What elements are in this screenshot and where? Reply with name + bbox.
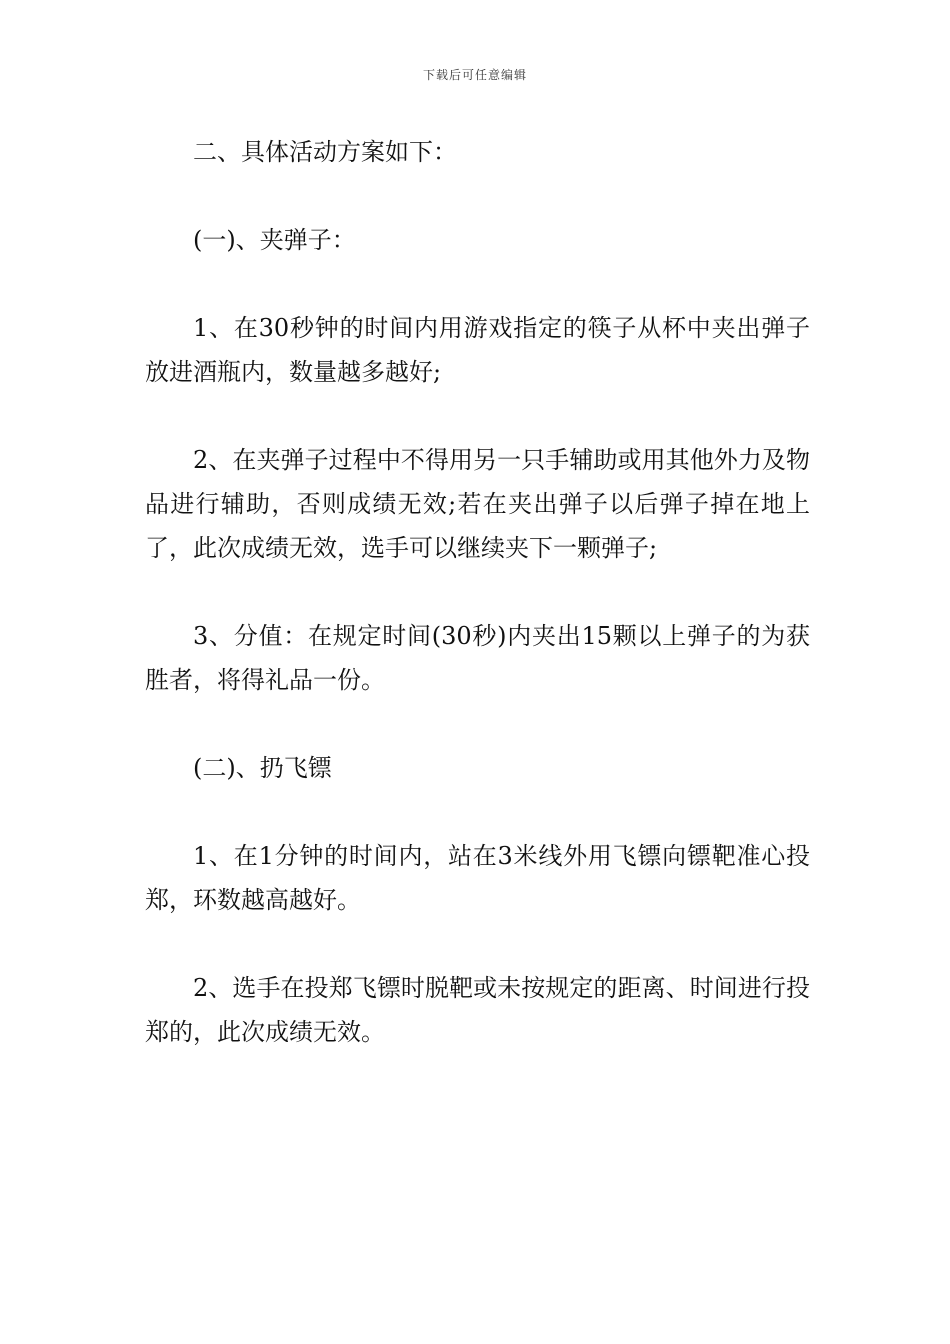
subsection-heading: (一)、夹弹子：: [193, 226, 356, 254]
paragraph: 2、在夹弹子过程中不得用另一只手辅助或用其他外力及物品进行辅助，否则成绩无效;若在夹出弹子以后弹子掉在地上了，此次成绩无效，选手可以继续夹下一颗弹子;: [145, 446, 810, 562]
section-heading: 二、具体活动方案如下：: [193, 138, 457, 166]
paragraph: 1、在30秒钟的时间内用游戏指定的筷子从杯中夹出弹子放进酒瓶内，数量越多越好;: [145, 314, 810, 386]
paragraph: 1、在1分钟的时间内，站在3米线外用飞镖向镖靶准心投郑，环数越高越好。: [145, 842, 810, 914]
page-header: 下载后可任意编辑: [422, 68, 527, 82]
paragraph: 2、选手在投郑飞镖时脱靶或未按规定的距离、时间进行投郑的，此次成绩无效。: [145, 974, 810, 1046]
paragraph: 3、分值：在规定时间(30秒)内夹出15颗以上弹子的为获胜者，将得礼品一份。: [145, 622, 810, 694]
subsection-heading: (二)、扔飞镖: [193, 754, 332, 782]
document-body: [145, 130, 810, 1054]
